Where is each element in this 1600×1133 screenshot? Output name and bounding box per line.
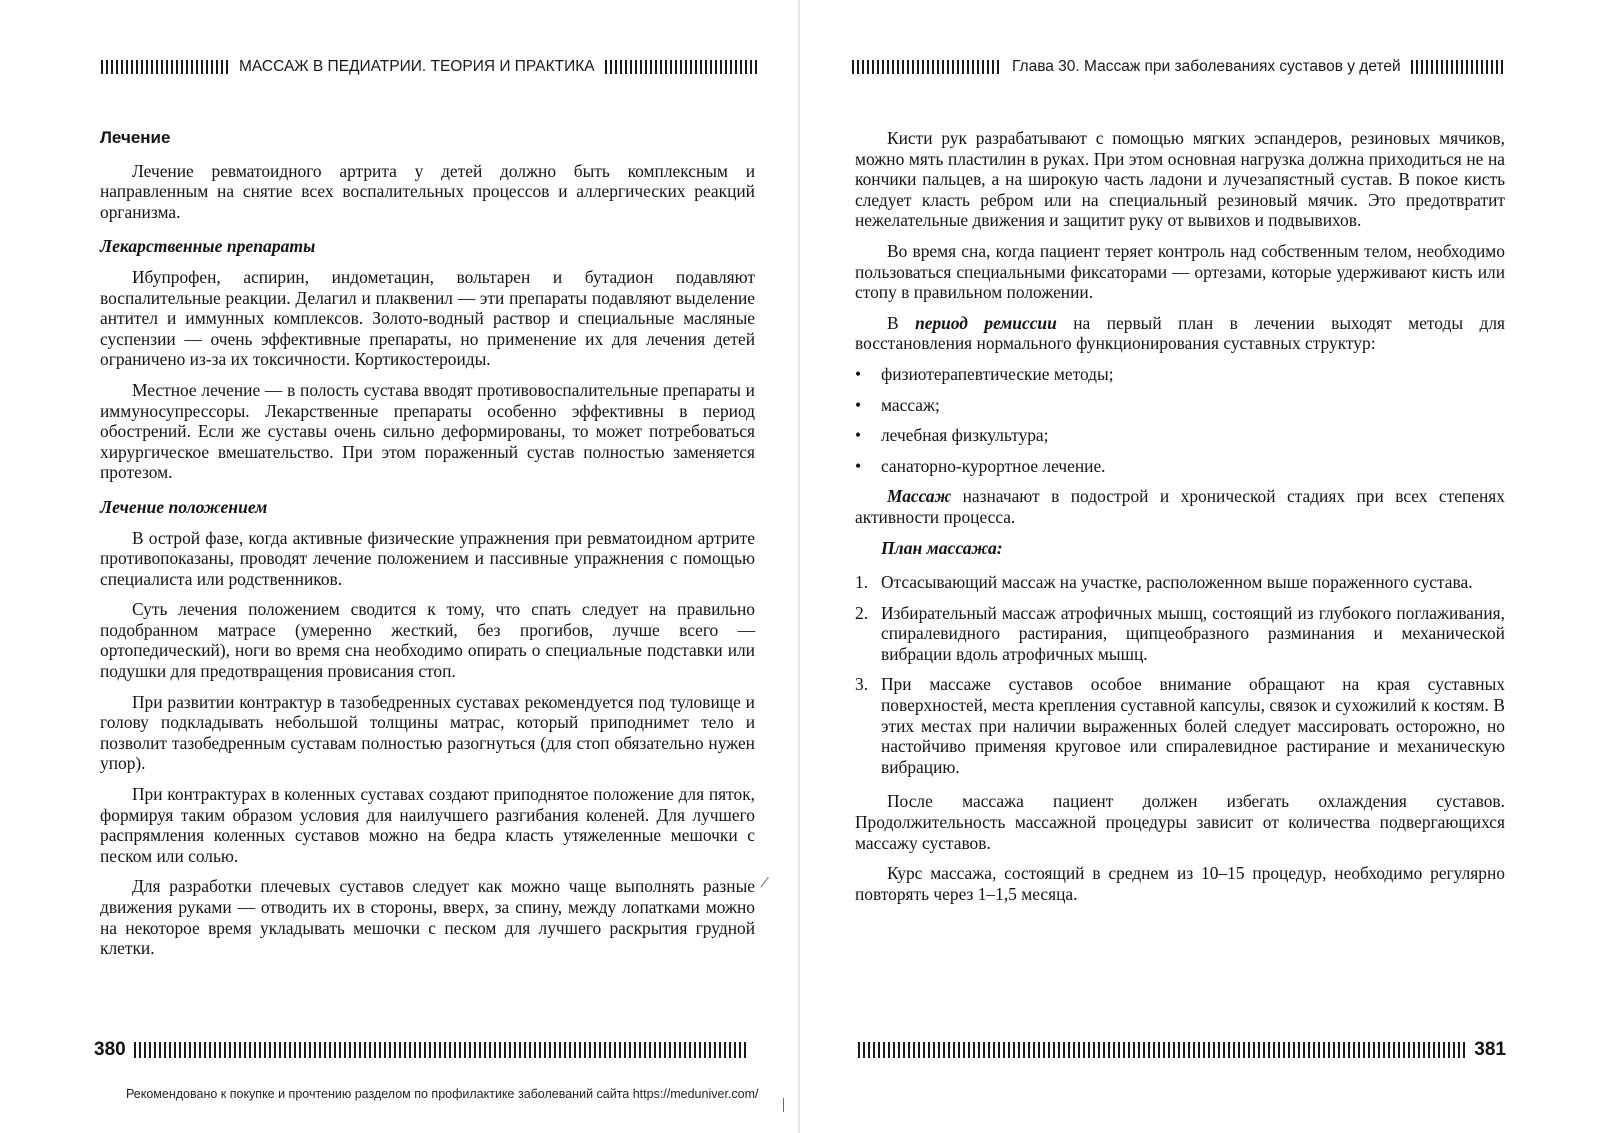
paragraph: В острой фазе, когда активные физические упражнения при ревматоидном артрите противопоказаны, проводят лечение положением и пассивные упражнения с помощью специалиста или родственников. <box>100 527 755 589</box>
list-text: Отсасывающий массаж на участке, расположенном выше пораженного сустава. <box>881 572 1473 593</box>
list-number: 2. <box>855 602 869 623</box>
page-number: 381 <box>1474 1039 1506 1060</box>
header-bar-decoration <box>101 60 229 74</box>
list-item: • лечебная физкультура; <box>855 425 1505 446</box>
text-run: В <box>887 312 916 333</box>
paragraph: Курс массажа, состоящий в среднем из 10–15 процедур, необходимо регулярно повторять через 1–1,5 месяца. <box>855 863 1505 904</box>
header-bar-decoration <box>852 60 1002 74</box>
running-header-left <box>101 56 759 78</box>
paragraph: Суть лечения положением сводится к тому, что спать следует на правильно подобранном матрасе (умеренно жесткий, без прогибов, лучше всего — ортопедический), ноги во время сна необходимо опирать о специальные подставки или подушки для предотвращения провисания стоп. <box>100 599 755 682</box>
running-header-right <box>852 56 1505 78</box>
list-number: 3. <box>855 674 869 695</box>
pencil-mark: / <box>759 871 771 893</box>
bullet-list <box>855 364 1505 476</box>
footer-bar-decoration <box>134 1042 746 1058</box>
subsection-heading: План массажа: <box>881 537 1003 558</box>
paragraph: При контрактурах в коленных суставах создают приподнятое положение для пяток, формируя таким образом условия для наилучшего разгибания коленей. Для лучшего распрямления коленных суставов можно на бедра класть утяжеленные мешочки с песком или солью. <box>100 784 755 866</box>
paragraph: Кисти рук разрабатывают с помощью мягких эспандеров, резиновых мячиков, можно мять пластилин в руках. При этом основная нагрузка должна приходиться не на кончики пальцев, а на широкую часть ладони и лучезапястный сустав. В покое кисть следует класть ребром или на специальный резиновый мячик. Это предотвратит нежелательные движения и защитит руку от вывихов и подвывихов. <box>855 128 1505 231</box>
footer-note: Рекомендовано к покупке и прочтению разделом по профилактике заболеваний сайта https://meduniver.com/ <box>126 1087 759 1101</box>
page-footer-left <box>94 1037 746 1063</box>
list-item: • физиотерапевтические методы; <box>855 364 1505 385</box>
page-footer-right <box>858 1037 1506 1063</box>
emphasis-term: Массаж <box>887 486 952 507</box>
page-left <box>100 128 755 969</box>
paragraph: Во время сна, когда пациент теряет контроль над собственным телом, необходимо пользоваться специальными фиксаторами — ортезами, которые удерживают кисть или стопу в правильном положении. <box>855 240 1505 303</box>
list-text: Избирательный массаж атрофичных мышц, состоящий из глубокого поглаживания, спиралевидного растирания, щипцеобразного разминания и механической вибрации вдоль атрофичных мышц. <box>881 602 1505 664</box>
subsection-heading: Лекарственные препараты <box>100 236 316 257</box>
page-right <box>855 128 1505 914</box>
scan-mark <box>783 1098 784 1112</box>
paragraph <box>855 313 1505 354</box>
paragraph: Лечение ревматоидного артрита у детей должно быть комплексным и направленным на снятие всех воспалительных процессов и аллергических реакций организма. <box>100 160 755 222</box>
subsection-heading: Лечение положением <box>100 496 268 517</box>
paragraph: Ибупрофен, аспирин, индометацин, вольтарен и бутадион подавляют воспалительные реакции. Делагил и плаквенил — эти препараты подавляют выделение антител и иммунных комплексов. Золото-водный раствор и специальные масляные суспензии — очень эффективные препараты, но применение их для лечения детей ограничено из-за их токсичности. Кортикостероиды. <box>100 266 755 370</box>
header-bar-decoration <box>605 60 759 74</box>
paragraph <box>855 486 1505 527</box>
text-run: на первый план в лечении выходят методы для восстановления нормального функционирования суставных структур: <box>855 312 1506 354</box>
list-number: 1. <box>855 572 869 593</box>
list-item: • санаторно-курортное лечение. <box>855 456 1505 477</box>
paragraph: При развитии контрактур в тазобедренных суставах рекомендуется под туловище и голову подкладывать небольшой толщины матрас, который приподнимет тело и позволит тазобедренным суставам полностью разогнуться (для стоп обязательно нужен упор). <box>100 691 755 774</box>
book-gutter <box>798 0 800 1133</box>
text-run: назначают в подострой и хронической стадиях при всех степенях активности процесса. <box>855 486 1505 527</box>
book-title: МАССАЖ В ПЕДИАТРИИ. ТЕОРИЯ И ПРАКТИКА <box>239 58 595 75</box>
list-item: • массаж; <box>855 395 1505 416</box>
section-heading: Лечение <box>100 128 171 147</box>
emphasis-term: период ремиссии <box>915 312 1057 333</box>
list-item <box>855 674 1505 777</box>
list-text: При массаже суставов особое внимание обращают на края суставных поверхностей, места крепления суставной капсулы, связок и сухожилий к костям. В этих местах при наличии выраженных болей следует массировать осторожно, но настойчиво применяя круговое или спиралевидное растирание и механическую вибрацию. <box>881 674 1505 777</box>
list-item <box>855 572 1505 593</box>
paragraph: Для разработки плечевых суставов следует как можно чаще выполнять разные движения руками — отводить их в стороны, вверх, за спину, между лопатками можно на некоторое время укладывать мешочки с песком для лучшего раскрытия грудной клетки. <box>100 876 755 959</box>
paragraph: Местное лечение — в полость сустава вводят противовоспалительные препараты и иммуносупрессоры. Лекарственные препараты особенно эффективны в период обострений. Если же суставы очень сильно деформированы, то может потребоваться хирургическое вмешательство. При этом пораженный сустав полностью заменяется протезом. <box>100 379 755 483</box>
footer-bar-decoration <box>858 1042 1466 1058</box>
numbered-list <box>855 572 1505 777</box>
header-bar-decoration <box>1411 60 1505 74</box>
list-item <box>855 603 1505 665</box>
paragraph: После массажа пациент должен избегать охлаждения суставов. Продолжительность массажной процедуры зависит от количества подвергающихся массажу суставов. <box>855 791 1505 853</box>
page-number: 380 <box>94 1039 126 1060</box>
chapter-title: Глава 30. Массаж при заболеваниях суставов у детей <box>1012 58 1401 75</box>
